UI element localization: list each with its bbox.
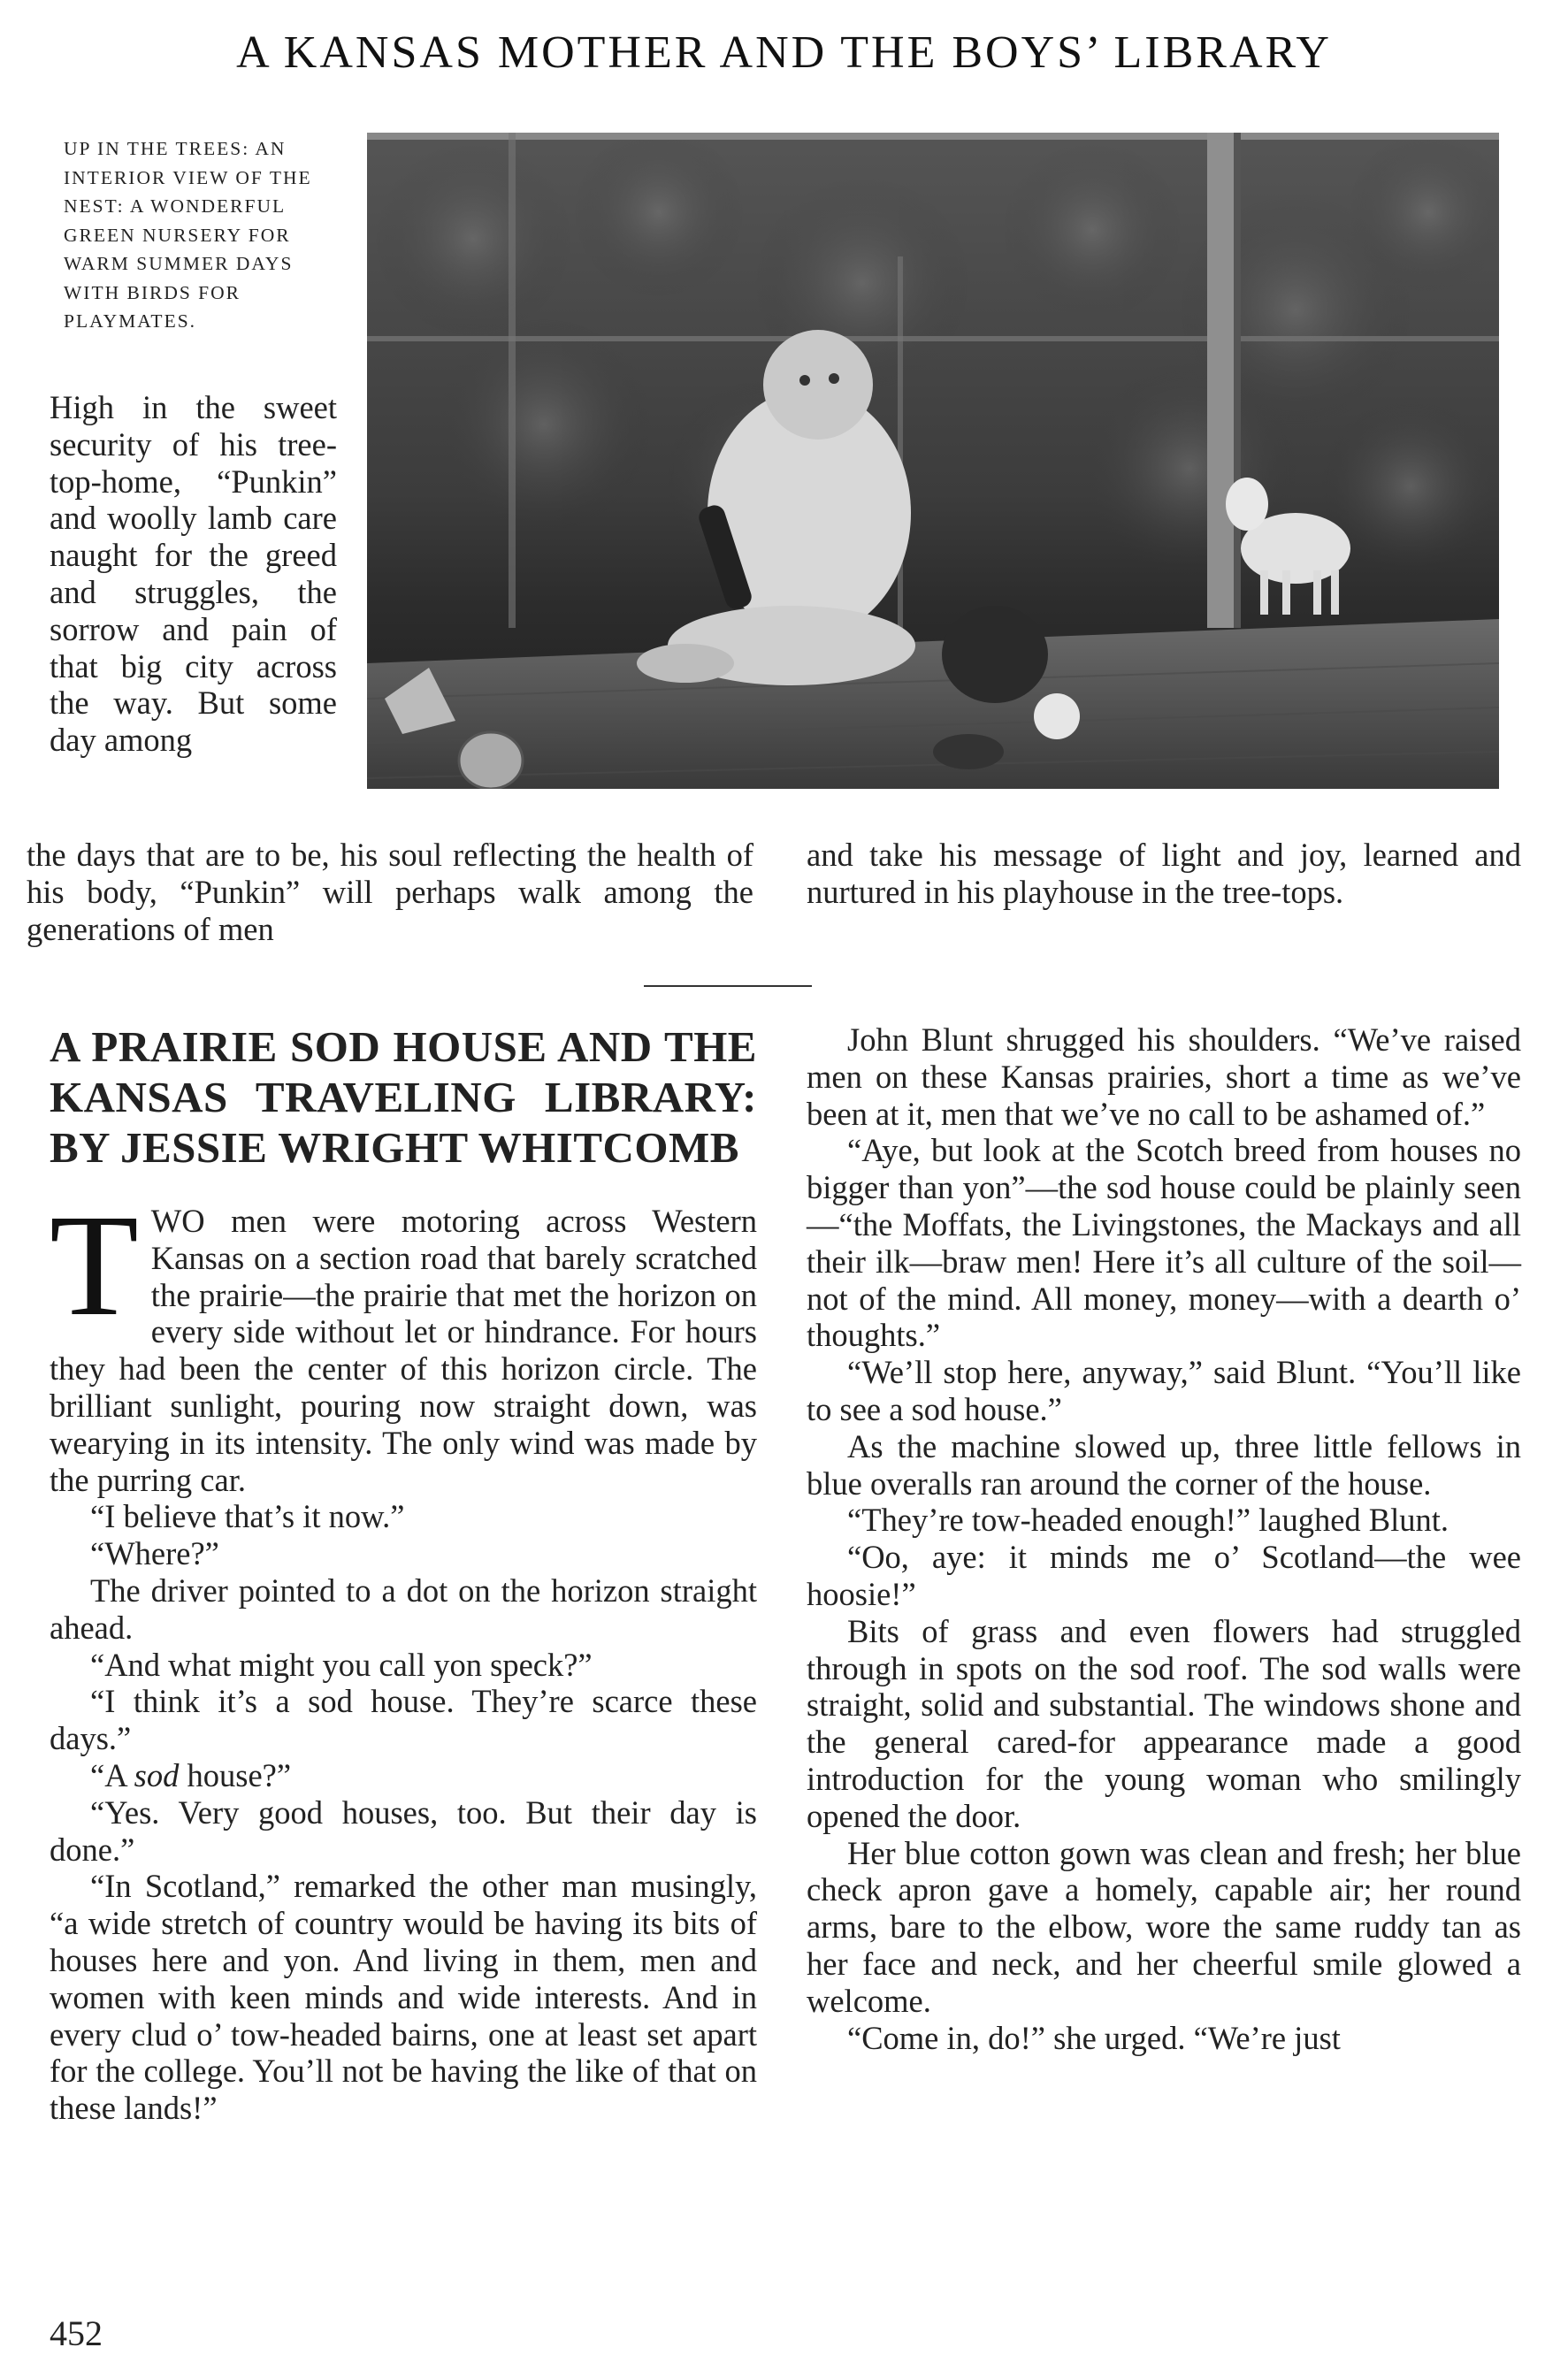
photograph <box>367 133 1499 789</box>
paragraph: “Oo, aye: it minds me o’ Scotland—the wee hoosie!” <box>807 1539 1521 1612</box>
paragraph: Her blue cotton gown was clean and fresh; her blue check apron gave a homely, capable air; her round arms, bare to the elbow, wore the same ruddy tan as her face and neck, and her cheerful smile glowed a welcome. <box>807 1834 1521 2019</box>
emphasis-word: sod <box>134 1756 180 1793</box>
article-title: A PRAIRIE SOD HOUSE AND THE KANSAS TRAVELING LIBRARY: BY JESSIE WRIGHT WHITCOMB <box>50 1022 757 1172</box>
opening-paragraph <box>50 1184 757 1498</box>
paragraph: John Blunt shrugged his shoulders. “We’ve raised men on these Kansas prairies, short a time as we’ve been at it, men that we’ve no call to be ashamed of.” <box>807 1021 1521 1132</box>
paragraph: “I believe that’s it now.” <box>90 1498 405 1535</box>
paragraph: “Yes. Very good houses, too. But their day is done.” <box>50 1793 757 1868</box>
paragraph: “Where?” <box>90 1535 219 1572</box>
drop-cap: T <box>50 1184 139 1346</box>
article-right-column <box>807 1021 1521 2056</box>
paragraph: Bits of grass and even flowers had struggled through in spots on the sod roof. The sod walls were straight, solid and substantial. The windows shone and the general cared-for appearance made a good introduction for the young woman who smilingly opened the door. <box>807 1612 1521 1834</box>
screen-frame-top <box>367 133 1499 140</box>
paragraph: “We’ll stop here, anyway,” said Blunt. “You’ll like to see a sod house.” <box>807 1354 1521 1427</box>
paragraph: “A sod house?” <box>90 1756 292 1793</box>
photo-caption: UP IN THE TREES: AN INTERIOR VIEW OF THE NEST: A WONDERFUL GREEN NURSERY FOR WARM SUMMER DAYS WITH BIRDS FOR PLAYMATES. <box>64 138 312 332</box>
corner-post-shadow <box>1234 133 1241 628</box>
running-head: A KANSAS MOTHER AND THE BOYS’ LIBRARY <box>236 27 1332 78</box>
article-left-column <box>50 1021 757 2127</box>
intro-text-left <box>50 389 337 759</box>
paragraph: “And what might you call yon speck?” <box>90 1646 593 1683</box>
intro-bottom-right <box>807 837 1521 911</box>
paragraph: The driver pointed to a dot on the horizon straight ahead. <box>50 1571 757 1646</box>
section-rule <box>644 985 812 987</box>
paragraph: “In Scotland,” remarked the other man musingly, “a wide stretch of country would be having its bits of houses here and yon. And living in them, men and women with keen minds and wide interests. And in every clud o’ tow-headed bairns, one at least set apart for the college. You’ll not be having the like of that on these lands!” <box>50 1868 757 2127</box>
paragraph: “They’re tow-headed enough!” laughed Blunt. <box>847 1502 1449 1539</box>
screen-frame-rail <box>367 336 1499 341</box>
screen-frame-post-left <box>509 133 516 628</box>
intro-bottom-left <box>27 837 753 947</box>
paragraph: “Aye, but look at the Scotch breed from houses no bigger than yon”—the sod house could be plainly seen—“the Moffats, the Livingstones, the Mackays and all their ilk—braw men! Here it’s all culture of the soil—not of the mind. All money, money—with a dearth o’ thoughts.” <box>807 1132 1521 1354</box>
page-number: 452 <box>50 2313 103 2353</box>
intro-continuation-left: the days that are to be, his soul reflecting the health of his body, “Punkin” will perhaps walk among the generations of men <box>27 837 753 947</box>
paragraph: As the machine slowed up, three little fellows in blue overalls ran around the corner of the house. <box>807 1427 1521 1502</box>
paragraph: “Come in, do!” she urged. “We’re just <box>847 2019 1341 2056</box>
paragraph: “I think it’s a sod house. They’re scarce these days.” <box>50 1683 757 1757</box>
intro-paragraph: High in the sweet security of his tree-top-home, “Punkin” and woolly lamb care naught for the greed and struggles, the sorrow and pain of that big city across the way. But some day among <box>50 389 337 759</box>
intro-continuation-right: and take his message of light and joy, learned and nurtured in his playhouse in the tree-tops. <box>807 837 1521 910</box>
opening-text: WO men were motoring across Western Kansas on a section road that barely scratched the prairie—the prairie that met the horizon on every side without let or hindrance. For hours they had been the center of this horizon circle. The brilliant sunlight, pouring now straight down, was wearying in its intensity. The only wind was made by the purring car. <box>50 1203 757 1498</box>
